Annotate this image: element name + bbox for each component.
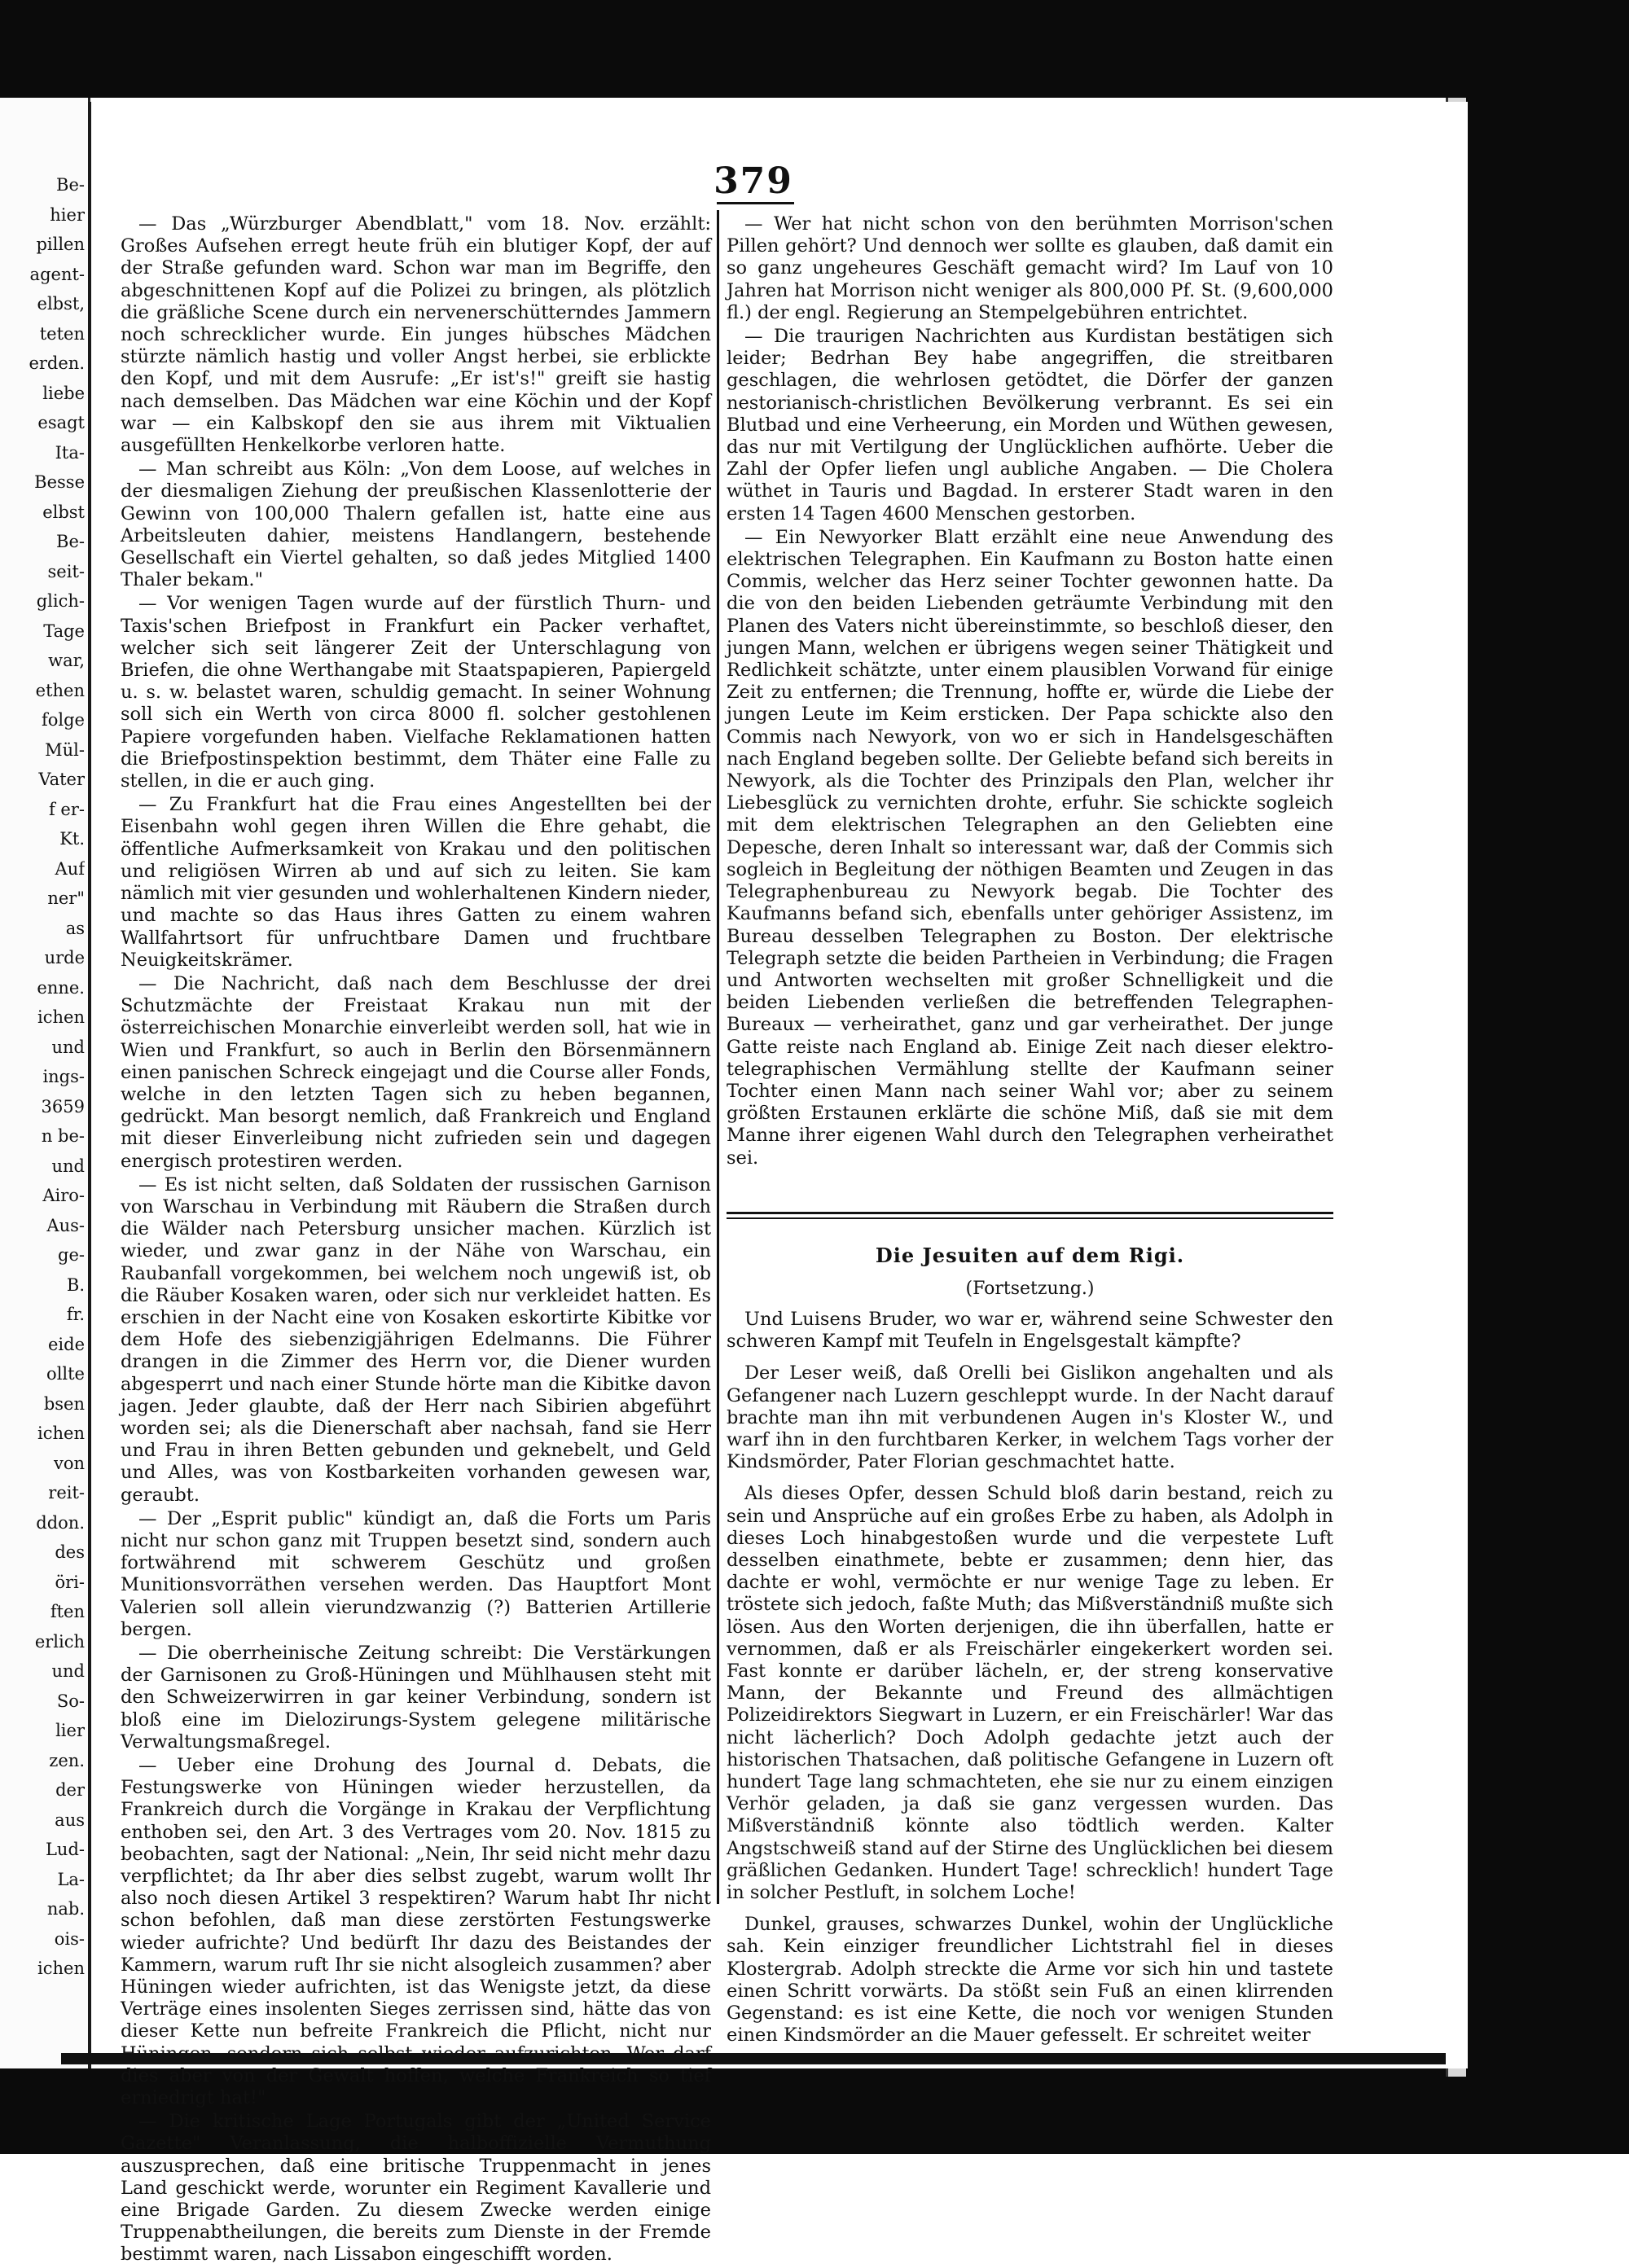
margin-fragment: der <box>55 1780 85 1800</box>
margin-fragment: teten <box>39 323 85 344</box>
margin-fragment: glich- <box>36 591 85 611</box>
margin-fragment: So- <box>56 1691 85 1711</box>
margin-fragment: und <box>51 1156 85 1176</box>
right-column <box>727 213 1333 1171</box>
margin-fragment: Auf <box>55 858 85 879</box>
margin-fragment: ois- <box>54 1928 85 1949</box>
news-item: — Die Nachricht, daß nach dem Beschlusse der drei Schutzmächte der Freistaat Krakau nun mit der österreichischen Monarchie einverleibt werden soll, hat wie in Wien und Frankfurt, so auch in Berlin den Börsenmännern einen panischen Schreck eingejagt und die Course aller Fonds, welche in den letzten Tagen sich zu heben begannen, gedrückt. Man besorgt nemlich, daß Frankreich und England mit dieser Einverleibung nicht zufrieden sein und dagegen energisch protestiren werden. <box>121 972 711 1172</box>
margin-fragment: La- <box>57 1869 85 1889</box>
margin-fragment: erden. <box>29 353 85 373</box>
left-column <box>121 213 711 2268</box>
news-item: — Die oberrheinische Zeitung schreibt: Die Verstärkungen der Garnisonen zu Groß-Hüningen und Mühlhausen steht mit den Schweizerwirren in gar keiner Verbindung, sondern ist bloß eine im Dielozirungs-System gelegene militärische Verwaltungsmaßregel. <box>121 1643 711 1753</box>
margin-fragment: seit- <box>47 561 85 581</box>
news-item: — Es ist nicht selten, daß Soldaten der russischen Garnison von Warschau in Verbindung mit Räubern die Straßen durch die Wälder nach Petersburg unsicher machen. Kürzlich ist wieder, und zwar ganz in der Nähe von Warschau, ein Raubanfall vorgekommen, bei welchem noch ungewiß ist, ob die Räuber Kosaken waren, oder sich nur verkleidet hatten. Es erschien in der Nacht eine von Kosaken eskortirte Kibitke vor dem Hofe des siebenzigjährigen Edelmanns. Die Führer drangen in die Zimmer des Herrn vor, die Diener wurden abgesperrt und nach einer Stunde hörte man die Kibitke davon jagen. Jeder glaubte, daß der Herr nach Sibirien abgeführt worden sei; als die Dienerschaft aber nachsah, fand sie Herr und Frau in ihren Betten gebunden und geknebelt, und Geld und Alles, was von Kostbarkeiten vorhanden gewesen war, geraubt. <box>121 1173 711 1506</box>
margin-fragment: und <box>51 1661 85 1681</box>
margin-fragment: Besse <box>34 472 85 492</box>
story-section <box>727 1212 1333 2057</box>
story-paragraph: Dunkel, grauses, schwarzes Dunkel, wohin der Unglückliche sah. Kein einziger freundlicher Lichtstrahl fiel in dieses Klostergrab. Adolph streckte die Arme vor sich hin und tastete einen Schritt vorwärts. Da stößt sein Fuß an einen klirrenden Gegenstand: es ist eine Kette, die noch vor wenigen Stunden einen Kindsmörder an die Mauer gefesselt. Er schreitet weiter <box>727 1914 1333 2046</box>
margin-fragment: reit- <box>48 1483 85 1502</box>
column-divider <box>717 210 719 1904</box>
news-item: — Zu Frankfurt hat die Frau eines Angestellten bei der Eisenbahn wohl gegen ihren Willen die Ehre gehabt, die öffentliche Aufmerksamkeit von Krakau und den politischen und religiösen Wirren ab und auf sich zu leiten. Sie kam nämlich mit vier gesunden und wohlerhaltenen Kindern nieder, und machte so das Haus ihres Gatten zu einem wahren Wallfahrtsort für unfruchtbare Damen und fruchtbare Neuigkeitskrämer. <box>121 794 711 971</box>
margin-fragment: enne. <box>37 977 85 998</box>
news-item: — Wer hat nicht schon von den berühmten Morrison'schen Pillen gehört? Und dennoch wer sollte es glauben, daß damit ein so ganz ungeheures Geschäft gemacht wird? Im Lauf von 10 Jahren hat Morrison nicht weniger als 800,000 Pf. St. (9,600,000 fl.) der engl. Regierung an Stempelgebühren entrichtet. <box>727 213 1333 323</box>
margin-fragment: 3659 <box>41 1096 85 1116</box>
margin-fragment: as <box>65 918 85 938</box>
margin-fragment: fr. <box>66 1305 85 1324</box>
margin-fragment: elbst <box>42 502 85 522</box>
scan-border-top <box>0 0 1629 98</box>
margin-fragment: Airo- <box>42 1186 85 1205</box>
margin-fragment: öri- <box>55 1572 85 1592</box>
margin-fragment: ichen <box>37 1959 85 1978</box>
news-item: — Ein Newyorker Blatt erzählt eine neue Anwendung des elektrischen Telegraphen. Ein Kaufmann zu Boston hatte einen Commis, welcher das Herz seiner Tochter gewonnen hatte. Da die von den beiden Liebenden geträumte Verbindung mit den Planen des Vaters nicht übereinstimmte, so beschloß dieser, den jungen Mann, welchen er übrigens wegen seiner Thätigkeit und Redlichkeit schätzte, unter einem plausiblen Vorwand für einige Zeit zu entfernen; die Trennung, hoffte er, würde die Liebe der jungen Leute im Keim ersticken. Der Papa schickte also den Commis nach Newyork, von wo er sich in Handelsgeschäften nach England begeben sollte. Der Geliebte befand sich bereits in Newyork, als die Tochter des Prinzipals den Plan, welcher ihr Liebesglück zu vernichten drohte, erfuhr. Sie schickte sogleich mit dem elektrischen Telegraphen an den Geliebten eine Depesche, deren Inhalt so interessant war, daß der Commis sich sogleich in Begleitung der nöthigen Beamten und Zeugen in das Telegraphenbureau zu Newyork begab. Die Tochter des Kaufmanns befand sich, ebenfalls unter gehöriger Assistenz, im Bureau desselben Telegraphen zu Boston. Der elektrische Telegraph setzte die beiden Partheien in Verbindung; die Fragen und Antworten wechselten mit großer Schnelligkeit und die beiden Liebenden verließen die betreffenden Telegraphen-Bureaux — verheirathet, ganz und gar verheirathet. Der junge Gatte reiste nach England ab. Einige Zeit nach dieser elektro-telegraphischen Vermählung stellte der Kaufmann seiner Tochter einen Mann nach seiner Wahl vor; aber zu seinem größten Erstaunen erklärte die schöne Miß, daß sie mit dem Manne ihrer eigenen Wahl durch den Telegraphen verheirathet sei. <box>727 526 1333 1169</box>
margin-fragment: Aus- <box>46 1215 85 1235</box>
margin-fragment: Be- <box>56 532 85 551</box>
margin-fragment: aus <box>55 1810 85 1830</box>
margin-fragment: Be- <box>56 175 85 195</box>
story-subtitle: (Fortsetzung.) <box>965 1279 1095 1299</box>
story-body <box>727 1309 1333 2047</box>
margin-fragment: urde <box>44 948 85 967</box>
story-title: Die Jesuiten auf dem Rigi. <box>875 1244 1185 1267</box>
margin-fragment: ethen <box>35 680 85 700</box>
margin-fragment: bsen <box>43 1393 85 1414</box>
margin-fragment: Ita- <box>55 442 85 463</box>
section-double-rule <box>727 1212 1333 1219</box>
margin-fragment: Tage <box>43 621 85 641</box>
margin-fragment: zen. <box>49 1750 85 1770</box>
margin-fragment: ichen <box>37 1424 85 1443</box>
margin-fragment: und <box>51 1037 85 1057</box>
margin-fragment: n be- <box>41 1126 85 1146</box>
margin-fragment: pillen <box>36 235 85 254</box>
news-item: — Ueber eine Drohung des Journal d. Debats, die Festungswerke von Hüningen wieder herzustellen, da Frankreich durch die Vorgänge in Krakau der Verpflichtung enthoben sei, den Art. 3 des Vertrages vom 20. Nov. 1815 zu beobachten, sagt der National: „Nein, Ihr seid nicht mehr dazu verpflichtet; da Ihr aber dies selbst zugebt, warum wollt Ihr also noch diesen Artikel 3 respektiren? Warum habt Ihr nicht schon befohlen, daß man diese zerstörten Festungswerke wieder aufrichte? Und bedürft Ihr dazu des Beistandes der Kammern, warum ruft Ihr sie nicht alsogleich zusammen? aber Hüningen wieder aufrichten, ist das Wenigste jetzt, da diese Verträge eines insolenten Sieges zerrissen sind, hätte das von dieser Kette nun befreite Frankreich die Pflicht, nicht nur dies aber von der Gewalt hoffen, welche Frankreich so tief erniedrigt hat!" <box>121 1755 711 2109</box>
scan-border-right <box>1466 0 1629 2154</box>
margin-fragment: des <box>55 1542 85 1562</box>
margin-fragment: nab. <box>46 1899 85 1919</box>
margin-fragment: Lud- <box>45 1840 85 1859</box>
margin-fragment: folge <box>41 710 85 730</box>
scan-bottom-edge <box>61 2053 1446 2064</box>
margin-fragment: ften <box>50 1602 85 1621</box>
news-item: — Man schreibt aus Köln: „Von dem Loose, auf welches in der diesmaligen Ziehung der preußischen Klassenlotterie der Gewinn von 100,000 Thalern gefallen ist, hatte eine aus Arbeitsleuten dahier, meistens Handlangern, bestehende Gesellschaft ein Viertel gehalten, so daß jedes Mitglied 1400 Thaler bekam." <box>121 458 711 591</box>
news-item: — Vor wenigen Tagen wurde auf der fürstlich Thurn- und Taxis'schen Briefpost in Frankfurt ein Packer verhaftet, welcher sich seit längerer Zeit der Unterschlagung von Briefen, die ohne Werthangabe mit Staatspapieren, Papiergeld u. s. w. belastet waren, schuldig gemacht. In seiner Wohnung soll sich ein Werth von circa 8000 fl. solcher gestohlenen Papiere vorgefunden haben. Vielfache Reklamationen hatten die Briefpostinspektion bestimmt, dem Thäter eine Falle zu stellen, in die er auch ging. <box>121 593 711 792</box>
margin-fragment: Vater <box>38 770 85 789</box>
news-item: — Die traurigen Nachrichten aus Kurdistan bestätigen sich leider; Bedrhan Bey habe angegriffen, die streitbaren geschlagen, die wehrlosen getödtet, die Dörfer der ganzen nestorianisch-christlichen Bevölkerung verbrannt. Es sei ein Blutbad und eine Verheerung, ein Morden und Wüthen gewesen, das nur mit Vertilgung der Unglücklichen aufhörte. Ueber die Zahl der Opfer liefen ungl aubliche Angaben. — Die Cholera wüthet in Tauris und Bagdad. In ersterer Stadt waren in den ersten 14 Tagen 4600 Menschen gestorben. <box>727 326 1333 524</box>
page-number-rule <box>717 202 794 204</box>
margin-fragment: agent- <box>29 264 85 284</box>
margin-fragment: ge- <box>58 1245 85 1265</box>
story-paragraph: Und Luisens Bruder, wo war er, während seine Schwester den schweren Kampf mit Teufeln in Engelsgestalt kämpfte? <box>727 1309 1333 1353</box>
story-paragraph: Der Leser weiß, daß Orelli bei Gislikon angehalten und als Gefangener nach Luzern geschleppt wurde. In der Nacht darauf brachte man ihn mit verbundenen Augen in's Kloster W., und warf ihn in den furchtbaren Kerker, in welchem Tags vorher der Kindsmörder, Pater Florian geschmachtet hatte. <box>727 1362 1333 1473</box>
story-paragraph: Als dieses Opfer, dessen Schuld bloß darin bestand, reich zu sein und Ansprüche auf ein großes Erbe zu haben, als Adolph in dieses Loch hinabgestoßen wurde und die verpestete Luft desselben einathmete, bebte er zusammen; denn hier, das dachte er wohl, vermöchte er nur wenige Tage zu leben. Er tröstete sich jedoch, faßte Muth; das Mißverständniß mußte sich lösen. Aus den Worten derjenigen, die ihn überfallen, hatte er vernommen, daß er als Freischärler eingekerkert worden sei. Fast konnte er darüber lächeln, er, der streng konservative Mann, der Bekannte und Freund des allmächtigen Polizeidirektors Siegwart in Luzern, er ein Freischärler! War das nicht lächerlich? Doch Adolph gedachte jetzt auch der historischen Thatsachen, daß politische Gefangene in Luzern oft hundert Tage lang schmachteten, ehe sie nur zu einem einzigen Verhör geladen, ja daß sie ganz vergessen wurden. Das Mißverständniß könnte also tödtlich werden. Kalter Angstschweiß stand auf der Stirne des Unglücklichen bei diesem gräßlichen Gedanken. Hundert Tage! schrecklich! hundert Tage in solcher Pestluft, in solchem Loche! <box>727 1483 1333 1904</box>
margin-fragment: ings- <box>42 1067 85 1086</box>
margin-fragment: Mül- <box>45 739 85 760</box>
margin-fragment: eide <box>47 1334 85 1354</box>
margin-fragment: f er- <box>48 799 85 819</box>
margin-fragment: Kt. <box>59 829 85 849</box>
margin-fragment: erlich <box>34 1631 85 1652</box>
margin-fragment: esagt <box>37 413 85 432</box>
margin-fragment: B. <box>66 1274 85 1295</box>
margin-fragment: lier <box>55 1721 85 1740</box>
previous-page-margin <box>0 98 90 2068</box>
margin-fragment: ddon. <box>36 1512 85 1533</box>
news-item: — Die kritische Lage Portugals gibt der „United Service Gazette" Veranlassung, die halboffizielle Vermuthung auszusprechen, daß eine britische Truppenmacht in jenes Land geschickt werde, worunter ein Regiment Kavallerie und eine Brigade Garden. Zu diesem Zwecke werden einige Truppenabtheilungen, die bereits zum Dienste in der Fremde bestimmt waren, nach Lissabon eingeschifft worden. <box>121 2111 711 2266</box>
margin-fragment: von <box>53 1453 85 1473</box>
margin-fragment: ner" <box>47 888 85 908</box>
news-item: — Der „Esprit public" kündigt an, daß die Forts um Paris nicht nur schon ganz mit Truppen besetzt sind, sondern auch fortwährend mit schwerem Geschütz und großen Munitionsvorräthen versehen werden. Das Hauptfort Mont Valerien soll allein vierundzwanzig (?) Batterien Artillerie bergen. <box>121 1507 711 1640</box>
margin-fragment: liebe <box>42 383 85 403</box>
news-item: — Das „Würzburger Abendblatt," vom 18. Nov. erzählt: Großes Aufsehen erregt heute früh ein blutiger Kopf, der auf der Straße gefunden ward. Schon war man im Begriffe, den abgeschnittenen Kopf auf die Polizei zu bringen, als plötzlich die gräßliche Scene durch ein nervenerschütterndes Jammern noch schrecklicher wurde. Ein junges hübsches Mädchen stürzte nämlich hastig und voller Angst herbei, sie erblickte den Kopf, und mit dem Ausrufe: „Er ist's!" greift sie hastig nach demselben. Das Mädchen war eine Köchin und der Kopf war — ein Kalbskopf den sie aus ihrem mit Viktualien ausgefüllten Henkelkorbe verloren hatte. <box>121 213 711 457</box>
margin-fragment: hier <box>50 204 85 225</box>
margin-fragment: elbst, <box>37 294 85 314</box>
page-number: 379 <box>714 160 793 202</box>
margin-fragment: war, <box>48 651 85 670</box>
margin-fragment: ichen <box>37 1007 85 1027</box>
margin-fragment: ollte <box>46 1364 85 1384</box>
